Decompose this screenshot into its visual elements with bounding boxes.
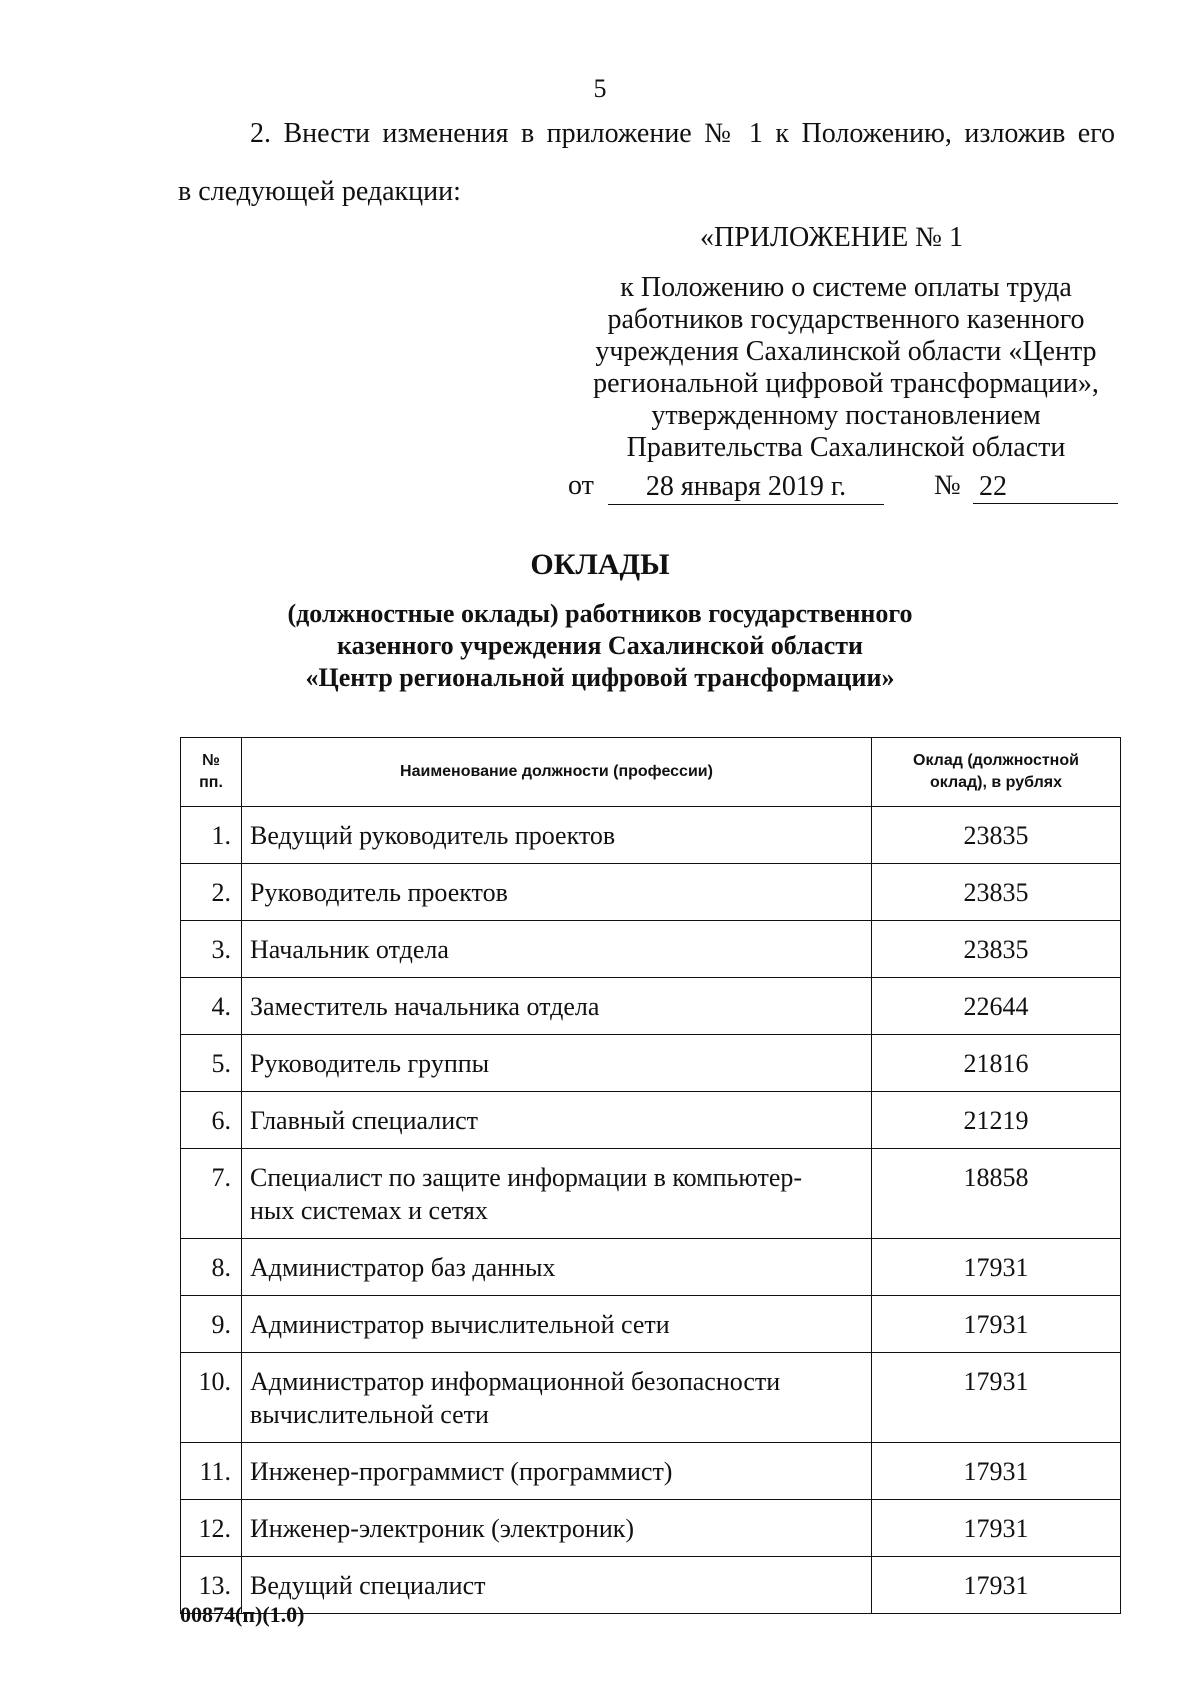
table-row <box>181 1239 1121 1296</box>
resolution-date-line <box>568 470 1118 506</box>
number-prefix: № <box>934 470 961 501</box>
row-salary: 23835 <box>872 921 1121 978</box>
appendix-line: учреждения Сахалинской области «Центр <box>595 336 1097 367</box>
document-subtitle <box>0 598 1200 694</box>
appendix-reference <box>576 272 1116 464</box>
row-position: Заместитель начальника отдела <box>242 978 872 1035</box>
row-number: 10. <box>181 1353 242 1443</box>
table-row <box>181 1500 1121 1557</box>
resolution-number: 22 <box>973 470 1118 504</box>
row-position: Главный специалист <box>242 1092 872 1149</box>
row-number: 3. <box>181 921 242 978</box>
document-title: ОКЛАДЫ <box>530 548 670 581</box>
row-position: Руководитель проектов <box>242 864 872 921</box>
row-salary: 18858 <box>872 1149 1121 1239</box>
row-number: 1. <box>181 807 242 864</box>
paragraph-line-2: в следующей редакции: <box>178 176 461 207</box>
row-position: Ведущий специалист <box>242 1557 872 1614</box>
row-salary: 17931 <box>872 1296 1121 1353</box>
table-row <box>181 1035 1121 1092</box>
row-salary: 17931 <box>872 1239 1121 1296</box>
row-number: 11. <box>181 1443 242 1500</box>
row-salary: 23835 <box>872 864 1121 921</box>
row-number: 6. <box>181 1092 242 1149</box>
appendix-line: работников государственного казенного <box>607 304 1085 335</box>
row-number: 13. <box>181 1557 242 1614</box>
row-salary: 21816 <box>872 1035 1121 1092</box>
row-position: Ведущий руководитель проектов <box>242 807 872 864</box>
date-prefix: от <box>568 470 594 501</box>
subtitle-line: «Центр региональной цифровой трансформации» <box>305 663 895 692</box>
appendix-line: к Положению о системе оплаты труда <box>620 272 1072 303</box>
row-number: 2. <box>181 864 242 921</box>
row-salary: 17931 <box>872 1353 1121 1443</box>
table-row <box>181 1092 1121 1149</box>
row-position: Администратор вычислительной сети <box>242 1296 872 1353</box>
table-row <box>181 921 1121 978</box>
row-salary: 17931 <box>872 1557 1121 1614</box>
row-number: 5. <box>181 1035 242 1092</box>
table-row <box>181 978 1121 1035</box>
row-salary: 23835 <box>872 807 1121 864</box>
row-number: 7. <box>181 1149 242 1239</box>
table-row <box>181 1149 1121 1239</box>
header-salary: Оклад (должностной оклад), в рублях <box>872 738 1121 807</box>
row-position: Инженер-электроник (электроник) <box>242 1500 872 1557</box>
subtitle-line: казенного учреждения Сахалинской области <box>336 631 864 660</box>
salary-table <box>180 737 1121 1614</box>
page-number: 5 <box>593 74 607 103</box>
table-header-row <box>181 738 1121 807</box>
row-number: 8. <box>181 1239 242 1296</box>
table-row <box>181 1296 1121 1353</box>
appendix-line: региональной цифровой трансформации», <box>593 368 1099 399</box>
amendment-paragraph <box>178 105 1115 221</box>
row-position: Администратор информационной безопасности вычислительной сети <box>242 1353 872 1443</box>
row-position: Инженер-программист (программист) <box>242 1443 872 1500</box>
row-salary: 21219 <box>872 1092 1121 1149</box>
resolution-date: 28 января 2019 г. <box>608 470 884 505</box>
row-number: 12. <box>181 1500 242 1557</box>
subtitle-line: (должностные оклады) работников государственного <box>287 599 913 628</box>
row-salary: 17931 <box>872 1443 1121 1500</box>
header-number: № пп. <box>181 738 242 807</box>
row-position: Специалист по защите информации в компьютер- ных системах и сетях <box>242 1149 872 1239</box>
row-salary: 22644 <box>872 978 1121 1035</box>
table-row <box>181 807 1121 864</box>
table-row <box>181 1557 1121 1614</box>
table-row <box>181 1353 1121 1443</box>
row-number: 4. <box>181 978 242 1035</box>
row-salary: 17931 <box>872 1500 1121 1557</box>
paragraph-line-1: 2. Внести изменения в приложение № 1 к Положению, изложив его <box>250 118 1115 149</box>
header-position: Наименование должности (профессии) <box>242 738 872 807</box>
table-row <box>181 864 1121 921</box>
row-position: Начальник отдела <box>242 921 872 978</box>
row-position: Руководитель группы <box>242 1035 872 1092</box>
table-row <box>181 1443 1121 1500</box>
appendix-line: Правительства Сахалинской области <box>626 432 1066 463</box>
appendix-line: утвержденному постановлением <box>651 400 1041 431</box>
row-number: 9. <box>181 1296 242 1353</box>
appendix-title: «ПРИЛОЖЕНИЕ № 1 <box>700 222 963 253</box>
row-position: Администратор баз данных <box>242 1239 872 1296</box>
document-code: 00874(п)(1.0) <box>180 1602 305 1627</box>
